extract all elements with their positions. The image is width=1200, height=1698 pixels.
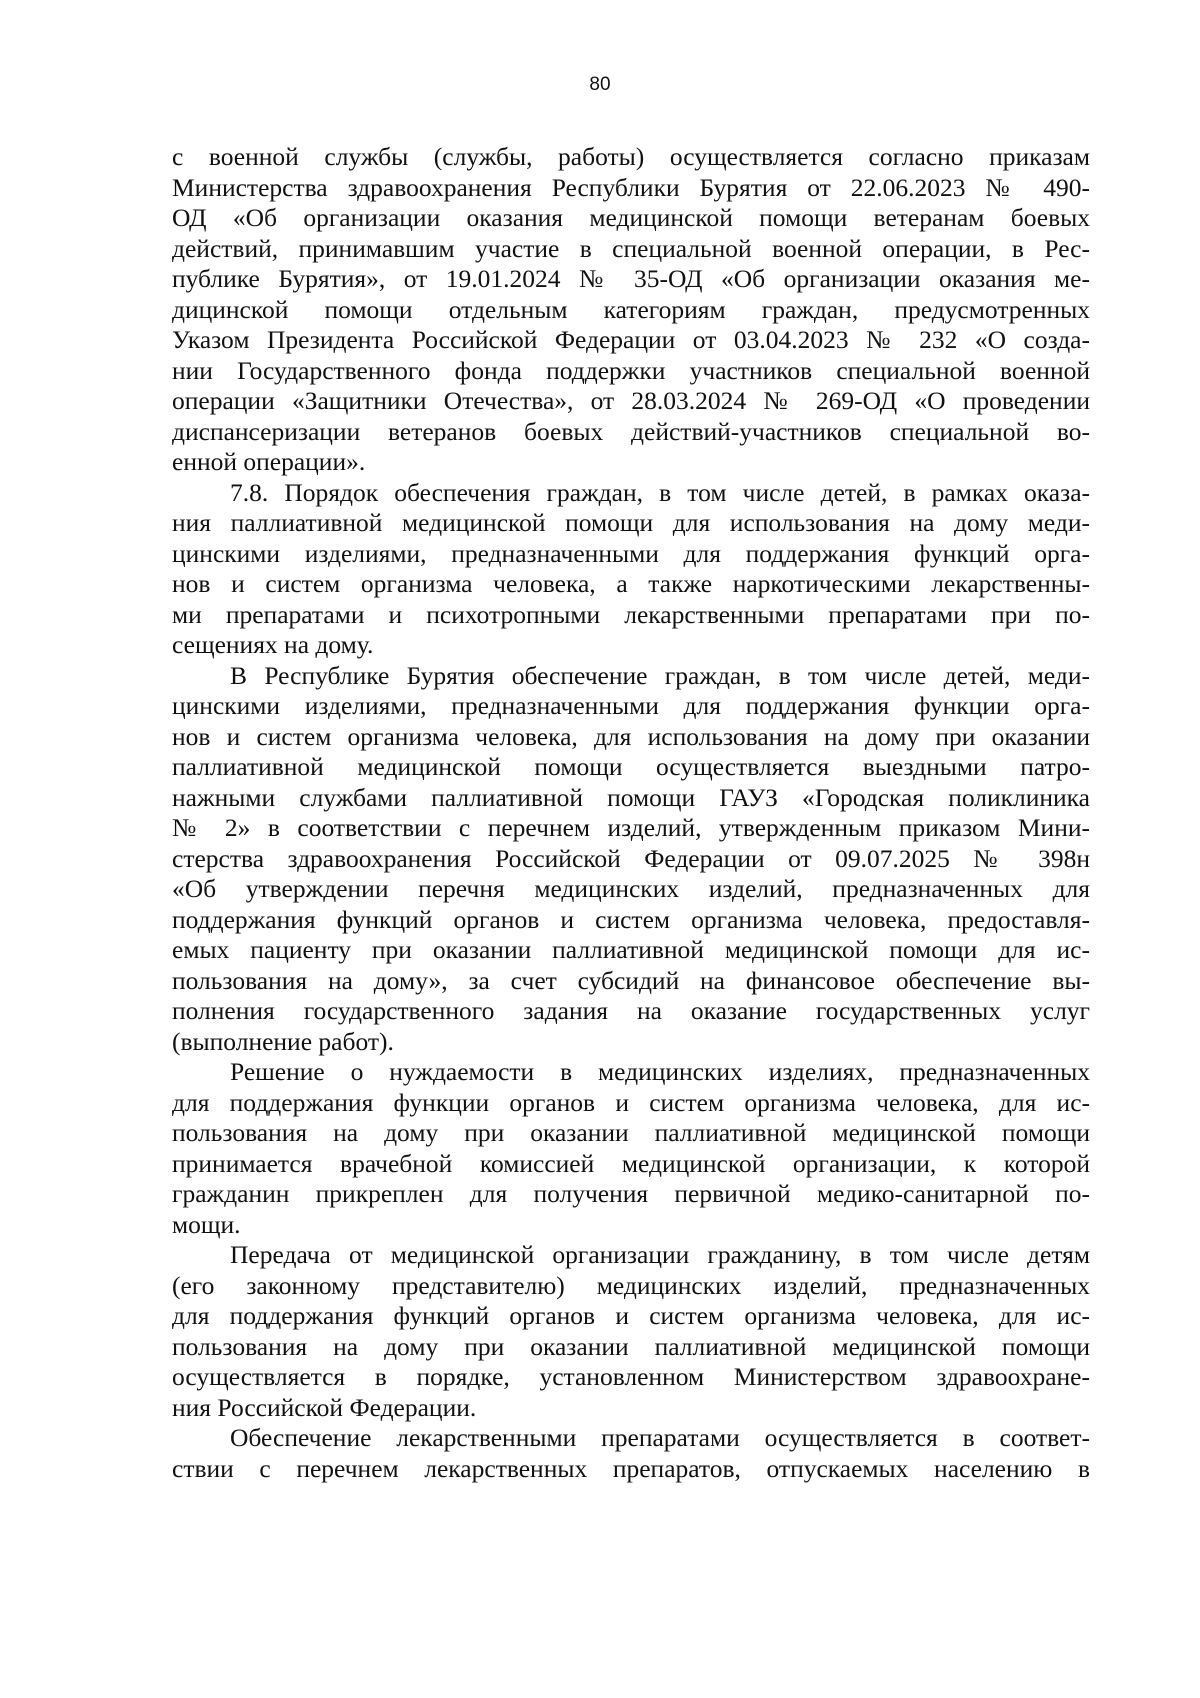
text-line: нии Государственного фонда поддержки участников специальной военной: [172, 355, 1090, 385]
text-line: для поддержания функции органов и систем организма человека, для ис-: [172, 1087, 1090, 1117]
text-line: стерства здравоохранения Российской Федерации от 09.07.2025 № 398н: [172, 843, 1090, 873]
text-line: № 2» в соответствии с перечнем изделий, утвержденным приказом Мини-: [172, 813, 1090, 842]
text-line: пользования на дому при оказании паллиативной медицинской помощи: [172, 1331, 1090, 1361]
text-line: ствии с перечнем лекарственных препаратов, отпускаемых населению в: [172, 1453, 1090, 1483]
page-number: 80: [589, 74, 611, 95]
text-line: пользования на дому при оказании паллиативной медицинской помощи: [172, 1118, 1090, 1147]
text-line: ния паллиативной медицинской помощи для использования на дому меди-: [172, 508, 1090, 537]
paragraph: [172, 1240, 1090, 1423]
text-line: диспансеризации ветеранов боевых действий-участников специальной во-: [172, 416, 1090, 446]
text-line: пользования на дому», за счет субсидий на финансовое обеспечение вы-: [172, 965, 1090, 995]
text-line: 7.8. Порядок обеспечения граждан, в том числе детей, в рамках оказа-: [230, 477, 1090, 507]
text-line: принимается врачебной комиссией медицинской организации, к которой: [172, 1148, 1090, 1178]
text-line: Указом Президента Российской Федерации от 03.04.2023 № 232 «О созда-: [172, 325, 1090, 354]
text-line: емых пациенту при оказании паллиативной медицинской помощи для ис-: [172, 935, 1090, 964]
text-line: гражданин прикреплен для получения первичной медико-санитарной по-: [172, 1179, 1090, 1208]
paragraph: [172, 1423, 1090, 1484]
text-line: с военной службы (службы, работы) осуществляется согласно приказам: [172, 142, 1090, 171]
text-line: осуществляется в порядке, установленном Министерством здравоохране-: [172, 1362, 1090, 1391]
paragraph: [172, 142, 1090, 478]
text-line: дицинской помощи отдельным категориям граждан, предусмотренных: [172, 294, 1090, 324]
text-line: для поддержания функций органов и систем организма человека, для ис-: [172, 1301, 1090, 1330]
text-line: «Об утверждении перечня медицинских изделий, предназначенных для: [172, 874, 1090, 903]
text-line: Передача от медицинской организации гражданину, в том числе детям: [230, 1240, 1090, 1269]
text-line: енной операции».: [172, 447, 366, 476]
text-line: публике Бурятия», от 19.01.2024 № 35-ОД «Об организации оказания ме-: [172, 264, 1090, 293]
document-body: [172, 142, 1090, 1484]
text-line: ми препаратами и психотропными лекарственными препаратами при по-: [172, 599, 1090, 629]
paragraph: [172, 661, 1090, 1058]
paragraph: [172, 1057, 1090, 1240]
text-line: В Республике Бурятия обеспечение граждан, в том числе детей, меди-: [230, 660, 1090, 690]
text-line: (выполнение работ).: [172, 1026, 394, 1056]
text-line: паллиативной медицинской помощи осуществляется выездными патро-: [172, 752, 1090, 781]
text-line: Обеспечение лекарственными препаратами осуществляется в соответ-: [230, 1423, 1090, 1452]
text-line: полнения государственного задания на оказание государственных услуг: [172, 996, 1090, 1025]
text-line: (его законному представителю) медицинских изделий, предназначенных: [172, 1270, 1090, 1300]
text-line: нов и систем организма человека, для использования на дому при оказании: [172, 721, 1090, 751]
text-line: ния Российской Федерации.: [172, 1392, 477, 1422]
text-line: сещениях на дому.: [172, 630, 374, 659]
text-line: Министерства здравоохранения Республики Бурятия от 22.06.2023 № 490-: [172, 172, 1090, 202]
text-line: нов и систем организма человека, а также наркотическими лекарственны-: [172, 569, 1090, 598]
text-line: ОД «Об организации оказания медицинской помощи ветеранам боевых: [172, 203, 1090, 232]
text-line: нажными службами паллиативной помощи ГАУЗ «Городская поликлиника: [172, 782, 1090, 812]
text-line: поддержания функций органов и систем организма человека, предоставля-: [172, 904, 1090, 934]
text-line: цинскими изделиями, предназначенными для поддержания функции орга-: [172, 691, 1090, 720]
text-line: операции «Защитники Отечества», от 28.03.2024 № 269-ОД «О проведении: [172, 386, 1090, 415]
text-line: цинскими изделиями, предназначенными для поддержания функций орга-: [172, 538, 1090, 568]
text-line: действий, принимавшим участие в специальной военной операции, в Рес-: [172, 233, 1090, 263]
paragraph: [172, 478, 1090, 661]
text-line: Решение о нуждаемости в медицинских изделиях, предназначенных: [230, 1057, 1090, 1086]
text-line: мощи.: [172, 1209, 241, 1239]
